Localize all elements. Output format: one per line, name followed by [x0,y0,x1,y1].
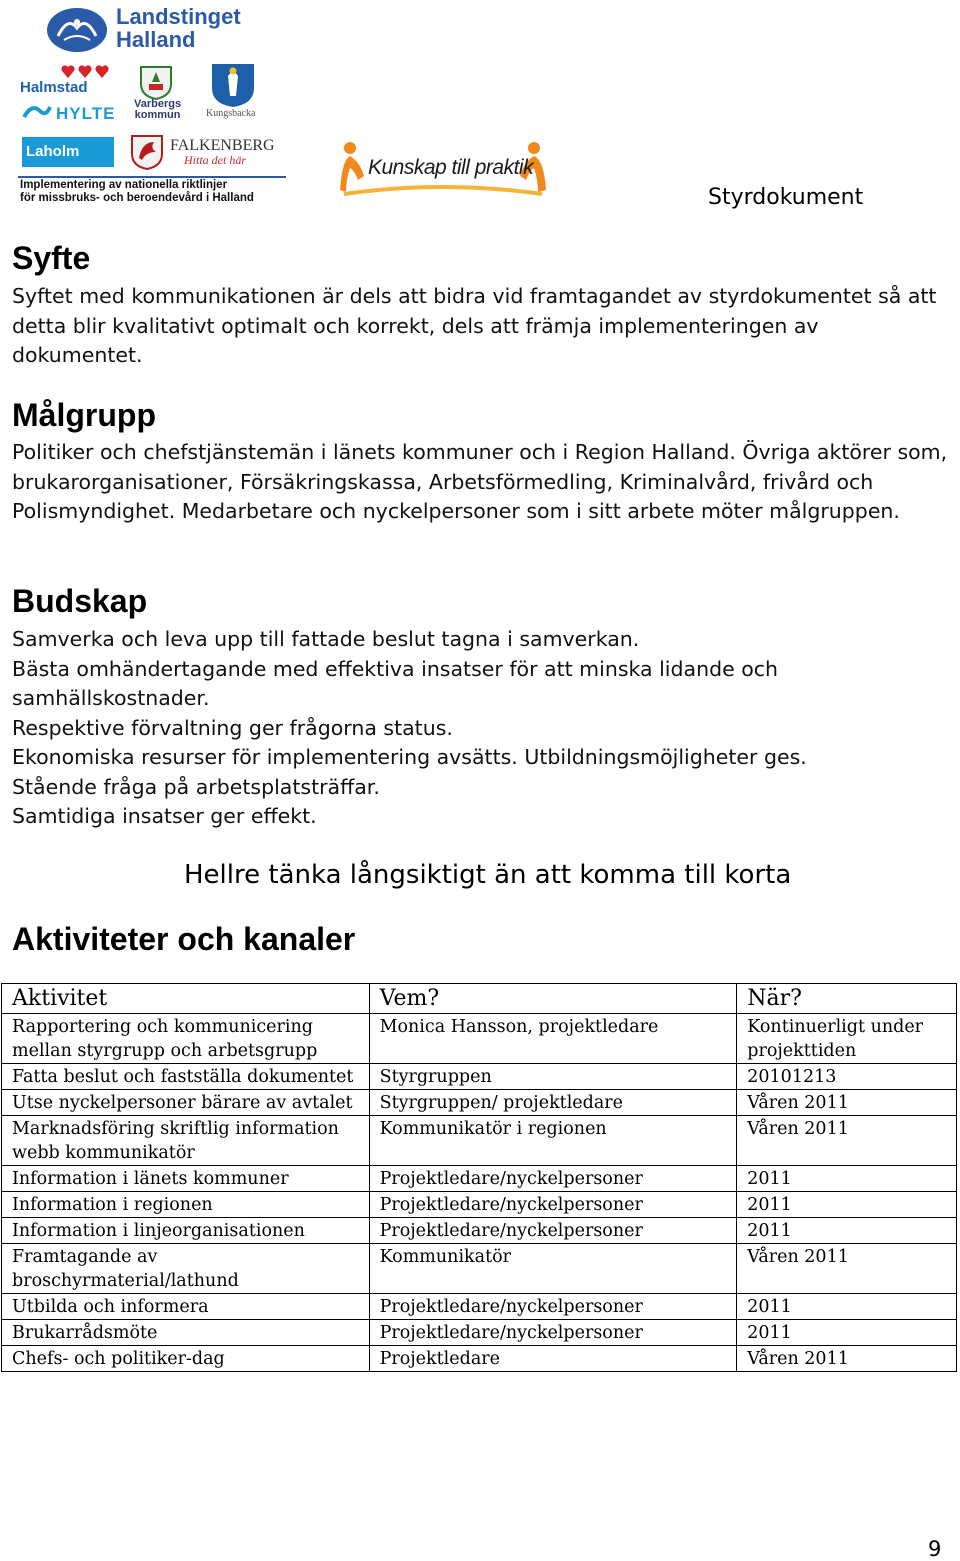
budskap-line: Samverka och leva upp till fattade beslut tagna i samverkan. [12,627,640,651]
table-row [2,1116,957,1166]
table-row [2,1064,957,1090]
cell-vem: Monica Hansson, projektledare [369,1014,737,1064]
column-header-vem: Vem? [369,984,737,1014]
laholm-logo [22,137,114,167]
budskap-line: Ekonomiska resurser för implementering avsätts. Utbildningsmöjligheter ges. [12,745,807,769]
cell-aktivitet: Fatta beslut och fastställa dokumentet [2,1064,370,1090]
logo-caption: Implementering av nationella riktlinjer för missbruks- och beroendevård i Halland [20,179,254,204]
table-row [2,1192,957,1218]
varberg-logo: Varbergs kommun [134,98,182,121]
kungsbacka-crest-icon [208,62,258,108]
falkenberg-tagline: Hitta det här [184,153,246,167]
landstinget-emblem-icon [44,6,110,54]
cell-vem: Styrgruppen [369,1064,737,1090]
budskap-line: Bästa omhändertagande med effektiva insatser för att minska lidande och samhällskostnader. [12,656,779,710]
falkenberg-logo: FALKENBERG [170,137,275,154]
cell-nar: Våren 2011 [737,1090,957,1116]
cell-vem: Projektledare/nyckelpersoner [369,1166,737,1192]
malgrupp-paragraph: Politiker och chefstjänstemän i länets kommuner och i Region Halland. Övriga aktörer som, brukarorganisationer, Försäkringskassa, Arbetsförmedling, Kriminalvård, frivård och Polismyndighet. Medarbetare och nyckelpersoner som i sitt arbete möter målgruppen. [12,440,948,523]
cell-nar: 2011 [737,1192,957,1218]
heading-syfte: Syfte [12,240,91,276]
heading-budskap: Budskap [12,583,148,619]
activities-table [1,983,957,1372]
page-number: 9 [928,1537,942,1561]
table-row [2,1014,957,1064]
document-label: Styrdokument [708,185,864,210]
malgrupp-text [12,438,952,527]
cell-vem: Projektledare [369,1346,737,1372]
kungsbacka-logo: Kungsbacka [206,108,256,119]
cell-nar: 2011 [737,1218,957,1244]
cell-aktivitet: Information i linjeorganisationen [2,1218,370,1244]
cell-nar: 20101213 [737,1064,957,1090]
syfte-text [12,282,952,371]
table-row [2,1346,957,1372]
budskap-line: Respektive förvaltning ger frågorna status. [12,715,453,740]
slogan: Hellre tänka långsiktigt än att komma till korta [184,860,792,890]
cell-aktivitet: Information i regionen [2,1192,370,1218]
cell-nar: Våren 2011 [737,1244,957,1294]
halmstad-logo: Halmstad [20,79,88,96]
cell-nar: Kontinuerligt under projekttiden [737,1014,957,1064]
cell-vem: Kommunikatör i regionen [369,1116,737,1166]
cell-nar: Våren 2011 [737,1346,957,1372]
varberg-crest-icon [138,64,174,100]
table-row [2,1090,957,1116]
cell-aktivitet: Framtagande av broschyrmaterial/lathund [2,1244,370,1294]
cell-aktivitet: Utbilda och informera [2,1294,370,1320]
cell-vem: Projektledare/nyckelpersoner [369,1294,737,1320]
table-header-row [2,984,957,1014]
cell-nar: 2011 [737,1320,957,1346]
budskap-line: Stående fråga på arbetsplatsträffar. [12,774,380,799]
cell-aktivitet: Marknadsföring skriftlig information webb kommunikatör [2,1116,370,1166]
landstinget-logo-text [116,5,241,51]
budskap-line: Samtidiga insatser ger effekt. [12,804,317,828]
budskap-text [12,625,952,832]
cell-aktivitet: Rapportering och kommunicering mellan styrgrupp och arbetsgrupp [2,1014,370,1064]
hylte-logo: HYLTE [56,104,116,123]
hylte-wave-icon [22,101,52,123]
table-row [2,1244,957,1294]
falkenberg-crest-icon [130,134,164,170]
heading-malgrupp: Målgrupp [12,397,156,433]
landstinget-name: Landstinget Halland [116,4,241,52]
logo-divider [18,176,286,178]
syfte-paragraph: Syftet med kommunikationen är dels att bidra vid framtagandet av styrdokumentet så att detta blir kvalitativt optimalt och korrekt, dels att främja implementeringen av dokumentet. [12,284,937,367]
cell-aktivitet: Brukarrådsmöte [2,1320,370,1346]
table-row [2,1218,957,1244]
cell-aktivitet: Information i länets kommuner [2,1166,370,1192]
cell-aktivitet: Utse nyckelpersoner bärare av avtalet [2,1090,370,1116]
cell-vem: Projektledare/nyckelpersoner [369,1218,737,1244]
cell-nar: 2011 [737,1166,957,1192]
heading-aktiviteter: Aktiviteter och kanaler [12,921,356,957]
kunskap-logo-text: Kunskap till praktik [368,156,534,179]
laholm-logo-text: Laholm [26,143,80,160]
cell-aktivitet: Chefs- och politiker-dag [2,1346,370,1372]
halmstad-hearts-icon [60,64,110,80]
cell-vem: Projektledare/nyckelpersoner [369,1320,737,1346]
column-header-aktivitet: Aktivitet [2,984,370,1014]
table-row [2,1294,957,1320]
cell-vem: Projektledare/nyckelpersoner [369,1192,737,1218]
cell-vem: Styrgruppen/ projektledare [369,1090,737,1116]
cell-nar: 2011 [737,1294,957,1320]
column-header-nar: När? [737,984,957,1014]
table-row [2,1320,957,1346]
cell-vem: Kommunikatör [369,1244,737,1294]
cell-nar: Våren 2011 [737,1116,957,1166]
table-row [2,1166,957,1192]
